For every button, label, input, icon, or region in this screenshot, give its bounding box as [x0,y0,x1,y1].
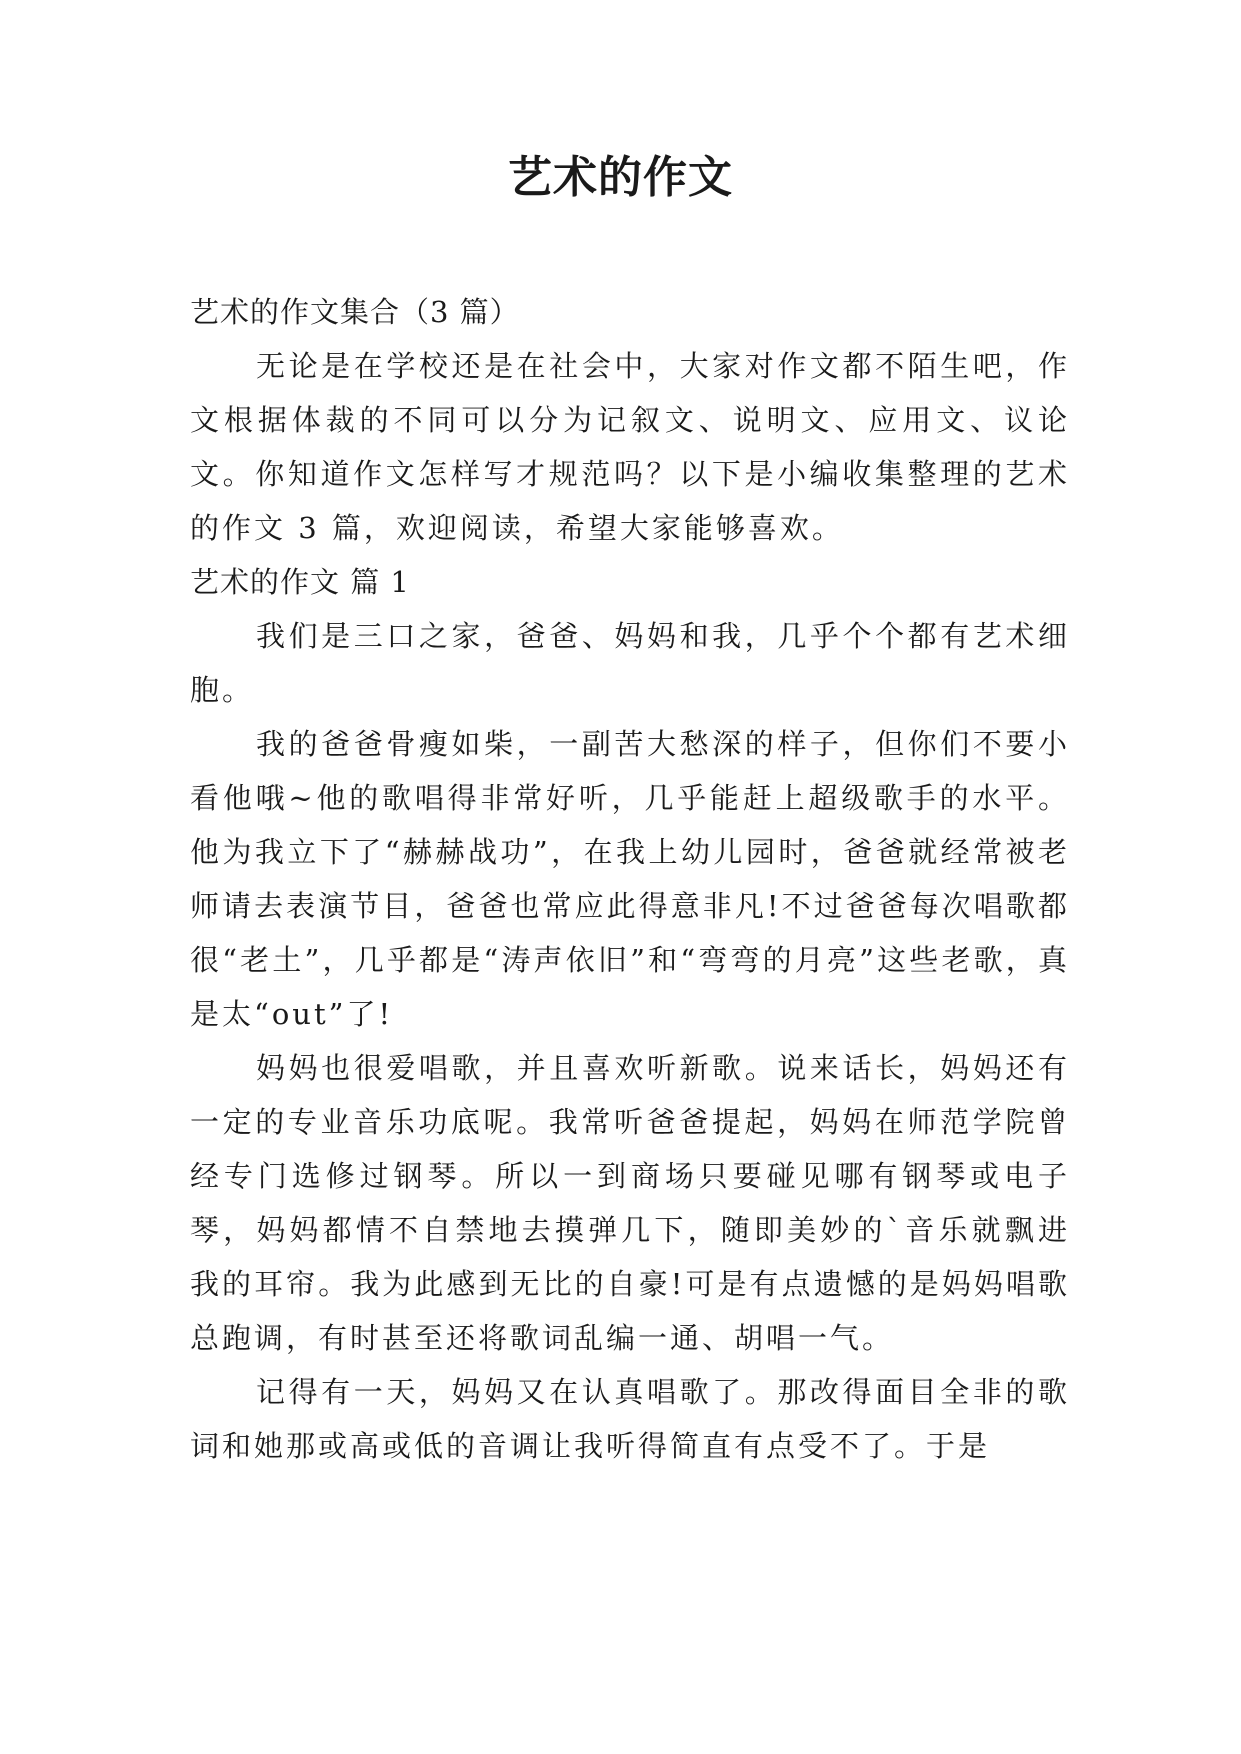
body-paragraph: 我们是三口之家，爸爸、妈妈和我，几乎个个都有艺术细胞。 [190,619,1070,707]
body-paragraph: 记得有一天，妈妈又在认真唱歌了。那改得面目全非的歌词和她那或高或低的音调让我听得简直有点受不了。于是 [190,1375,1070,1463]
document-body [190,285,1070,1473]
body-paragraph: 妈妈也很爱唱歌，并且喜欢听新歌。说来话长，妈妈还有一定的专业音乐功底呢。我常听爸爸提起，妈妈在师范学院曾经专门选修过钢琴。所以一到商场只要碰见哪有钢琴或电子琴，妈妈都情不自禁地去摸弹几下，随即美妙的`音乐就飘进我的耳帘。我为此感到无比的自豪!可是有点遗憾的是妈妈唱歌总跑调，有时甚至还将歌词乱编一通、胡唱一气。 [190,1051,1070,1355]
section-heading: 艺术的作文 篇 1 [190,565,410,599]
body-paragraph: 我的爸爸骨瘦如柴，一副苦大愁深的样子，但你们不要小看他哦~他的歌唱得非常好听，几乎能赶上超级歌手的水平。他为我立下了“赫赫战功”，在我上幼儿园时，爸爸就经常被老师请去表演节目，爸爸也常应此得意非凡!不过爸爸每次唱歌都很“老土”，几乎都是“涛声依旧”和“弯弯的月亮”这些老歌，真是太“out”了! [190,727,1070,1031]
intro-paragraph: 无论是在学校还是在社会中，大家对作文都不陌生吧，作文根据体裁的不同可以分为记叙文、说明文、应用文、议论文。你知道作文怎样写才规范吗？以下是小编收集整理的艺术的作文 3 篇，欢迎阅读，希望大家能够喜欢。 [190,349,1070,545]
document-title: 艺术的作文 [508,152,733,203]
collection-subtitle: 艺术的作文集合（3 篇） [190,295,520,329]
